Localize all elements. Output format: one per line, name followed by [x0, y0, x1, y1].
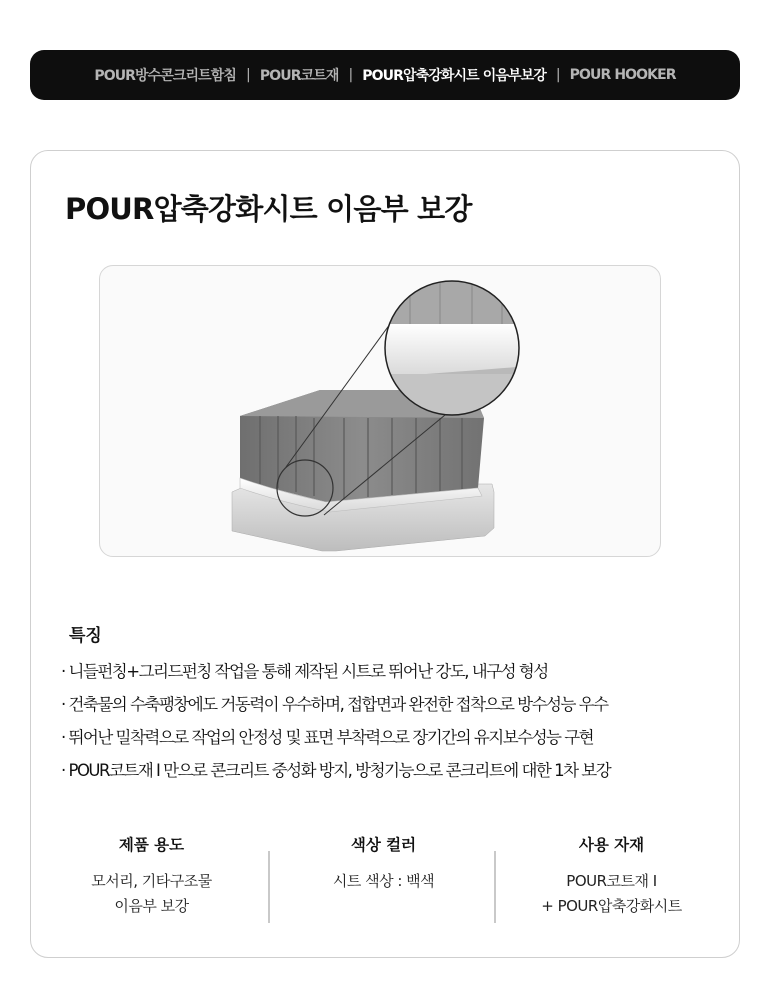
column-divider — [268, 851, 270, 923]
nav-separator: | — [246, 67, 250, 83]
feature-item: · 니들펀칭+그리드펀칭 작업을 통해 제작된 시트로 뛰어난 강도, 내구성 형성 — [61, 662, 548, 681]
usage-column — [39, 833, 264, 919]
color-line: 시트 색상 : 백색 — [332, 872, 435, 890]
color-value — [271, 869, 496, 894]
usage-heading: 제품 용도 — [118, 836, 185, 854]
usage-line: 이음부 보강 — [114, 897, 189, 915]
materials-line: + POUR압축강화시트 — [541, 897, 682, 915]
materials-line: POUR코트재 I — [566, 872, 657, 890]
product-card — [30, 150, 740, 958]
color-heading: 색상 컬러 — [350, 836, 417, 854]
nav-separator: | — [348, 67, 353, 83]
features-heading: 특징 — [69, 626, 102, 646]
usage-line: 모서리, 기타구조물 — [91, 872, 212, 890]
nav-item-waterproof-concrete[interactable]: POUR방수콘크리트함침 — [94, 68, 237, 84]
column-divider — [494, 851, 496, 923]
product-illustration — [99, 265, 661, 557]
usage-value — [39, 869, 264, 919]
materials-heading: 사용 자재 — [578, 836, 645, 854]
nav-item-compression-sheet[interactable]: POUR압축강화시트 이음부보강 — [362, 68, 546, 84]
page-title: POUR압축강화시트 이음부 보강 — [65, 192, 472, 226]
feature-item: · POUR코트재 I 만으로 콘크리트 중성화 방지, 방청기능으로 콘크리트에 대한 1차 보강 — [61, 761, 611, 780]
concrete-joint-image — [100, 266, 661, 557]
materials-value — [499, 869, 724, 919]
feature-item: · 건축물의 수축팽창에도 거동력이 우수하며, 접합면과 완전한 접착으로 방수성능 우수 — [61, 695, 608, 714]
feature-item: · 뛰어난 밀착력으로 작업의 안정성 및 표면 부착력으로 장기간의 유지보수성능 구현 — [61, 728, 594, 747]
nav-separator: | — [555, 67, 560, 83]
nav-item-hooker[interactable]: POUR HOOKER — [569, 67, 676, 83]
materials-column — [499, 833, 724, 919]
features-list — [61, 655, 610, 787]
product-info-table — [31, 833, 741, 923]
top-navigation — [30, 50, 740, 100]
nav-item-coat[interactable]: POUR코트재 — [259, 68, 339, 84]
color-column — [271, 833, 496, 894]
